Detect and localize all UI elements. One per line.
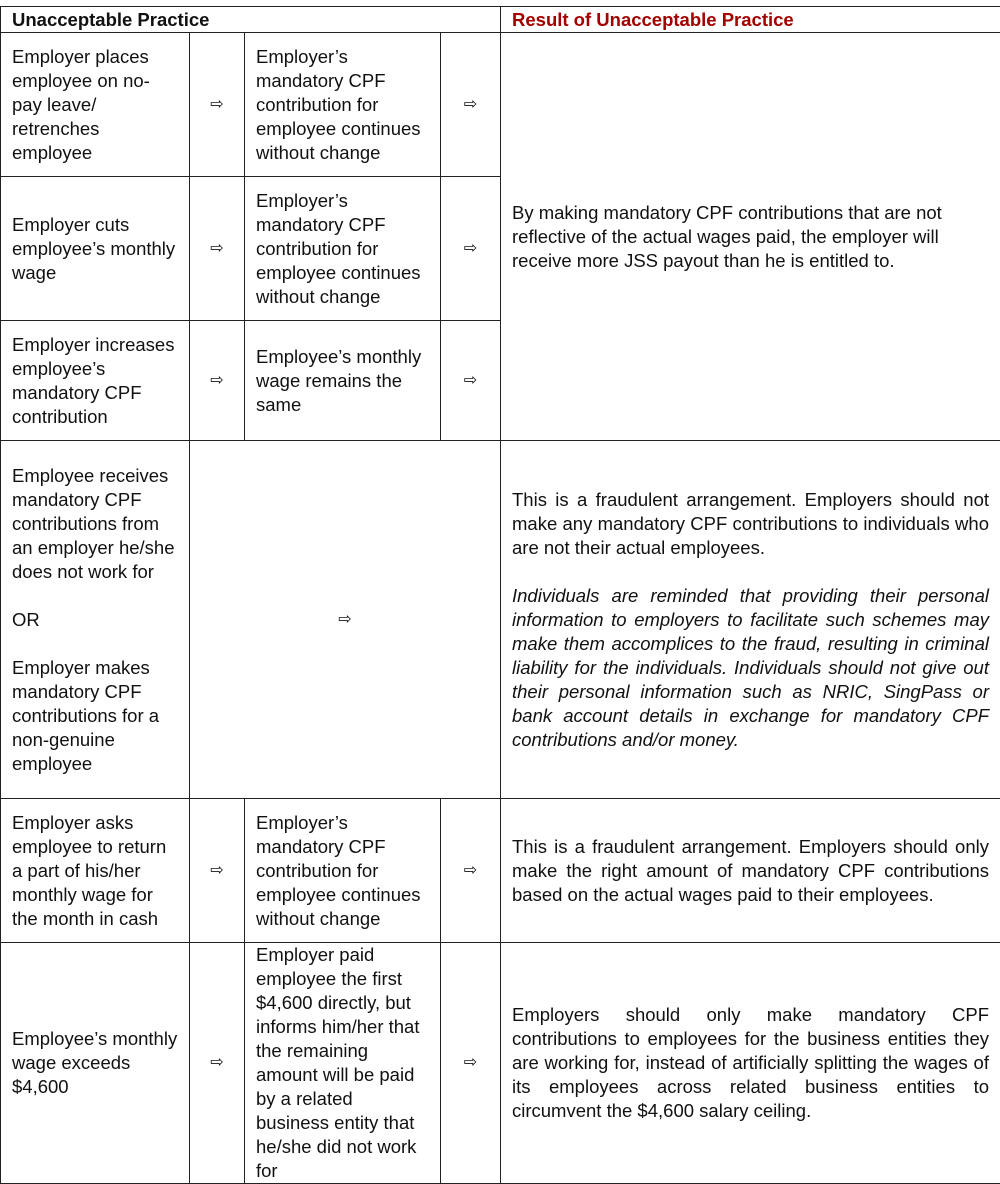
arrow-icon: ⇨ bbox=[190, 321, 245, 441]
arrow-icon: ⇨ bbox=[441, 177, 501, 321]
arrow-icon: ⇨ bbox=[190, 441, 501, 799]
arrow-icon: ⇨ bbox=[190, 177, 245, 321]
step-cell: Employer’s mandatory CPF contribution for employee continues without change bbox=[245, 33, 441, 177]
result-warning-paragraph: Individuals are reminded that providing their personal information to employers to facilitate such schemes may make them accomplices to the fraud, resulting in criminal liability for the individuals. Individuals should not give out their personal information such as NRIC, SingPass or bank account details in exchange for mandatory CPF contributions and/or money. bbox=[512, 584, 989, 750]
table-row bbox=[1, 441, 1000, 799]
header-practice: Unacceptable Practice bbox=[1, 7, 501, 33]
practice-cell bbox=[1, 441, 190, 799]
practice-cell: Employer cuts employee’s monthly wage bbox=[1, 177, 190, 321]
step-cell: Employer’s mandatory CPF contribution for employee continues without change bbox=[245, 177, 441, 321]
practice-text-b: Employer makes mandatory CPF contributions for a non-genuine employee bbox=[12, 656, 160, 774]
result-cell: By making mandatory CPF contributions that are not reflective of the actual wages paid, the employer will receive more JSS payout than he is entitled to. bbox=[501, 33, 1000, 441]
arrow-icon: ⇨ bbox=[190, 33, 245, 177]
result-cell bbox=[501, 441, 1000, 799]
table-row bbox=[1, 33, 1000, 177]
arrow-icon: ⇨ bbox=[190, 799, 245, 943]
result-paragraph: This is a fraudulent arrangement. Employers should not make any mandatory CPF contributions to individuals who are not their actual employees. bbox=[512, 488, 989, 558]
practice-cell: Employer asks employee to return a part of his/her monthly wage for the month in cash bbox=[1, 799, 190, 943]
arrow-icon: ⇨ bbox=[441, 943, 501, 1184]
step-cell: Employee’s monthly wage remains the same bbox=[245, 321, 441, 441]
arrow-icon: ⇨ bbox=[441, 33, 501, 177]
table-row bbox=[1, 799, 1000, 943]
arrow-icon: ⇨ bbox=[441, 799, 501, 943]
step-cell: Employer’s mandatory CPF contribution for employee continues without change bbox=[245, 799, 441, 943]
practice-cell: Employer places employee on no-pay leave/ retrenches employee bbox=[1, 33, 190, 177]
step-cell: Employer paid employee the first $4,600 directly, but informs him/her that the remaining amount will be paid by a related business entity that he/she did not work for bbox=[245, 943, 441, 1184]
practice-cell: Employee’s monthly wage exceeds $4,600 bbox=[1, 943, 190, 1184]
practice-text-a: Employee receives mandatory CPF contributions from an employer he/she does not work for bbox=[12, 464, 175, 582]
or-text: OR bbox=[12, 608, 40, 630]
result-cell: This is a fraudulent arrangement. Employers should only make the right amount of mandatory CPF contributions based on the actual wages paid to their employees. bbox=[501, 799, 1000, 943]
arrow-icon: ⇨ bbox=[441, 321, 501, 441]
practice-cell: Employer increases employee’s mandatory CPF contribution bbox=[1, 321, 190, 441]
arrow-icon: ⇨ bbox=[190, 943, 245, 1184]
header-result: Result of Unacceptable Practice bbox=[501, 7, 1000, 33]
result-cell: Employers should only make mandatory CPF contributions to employees for the business entities they are working for, instead of artificially splitting the wages of its employees across related business entities to circumvent the $4,600 salary ceiling. bbox=[501, 943, 1000, 1184]
unacceptable-practice-table bbox=[0, 6, 1000, 1184]
table-row bbox=[1, 943, 1000, 1184]
header-row bbox=[1, 7, 1000, 33]
